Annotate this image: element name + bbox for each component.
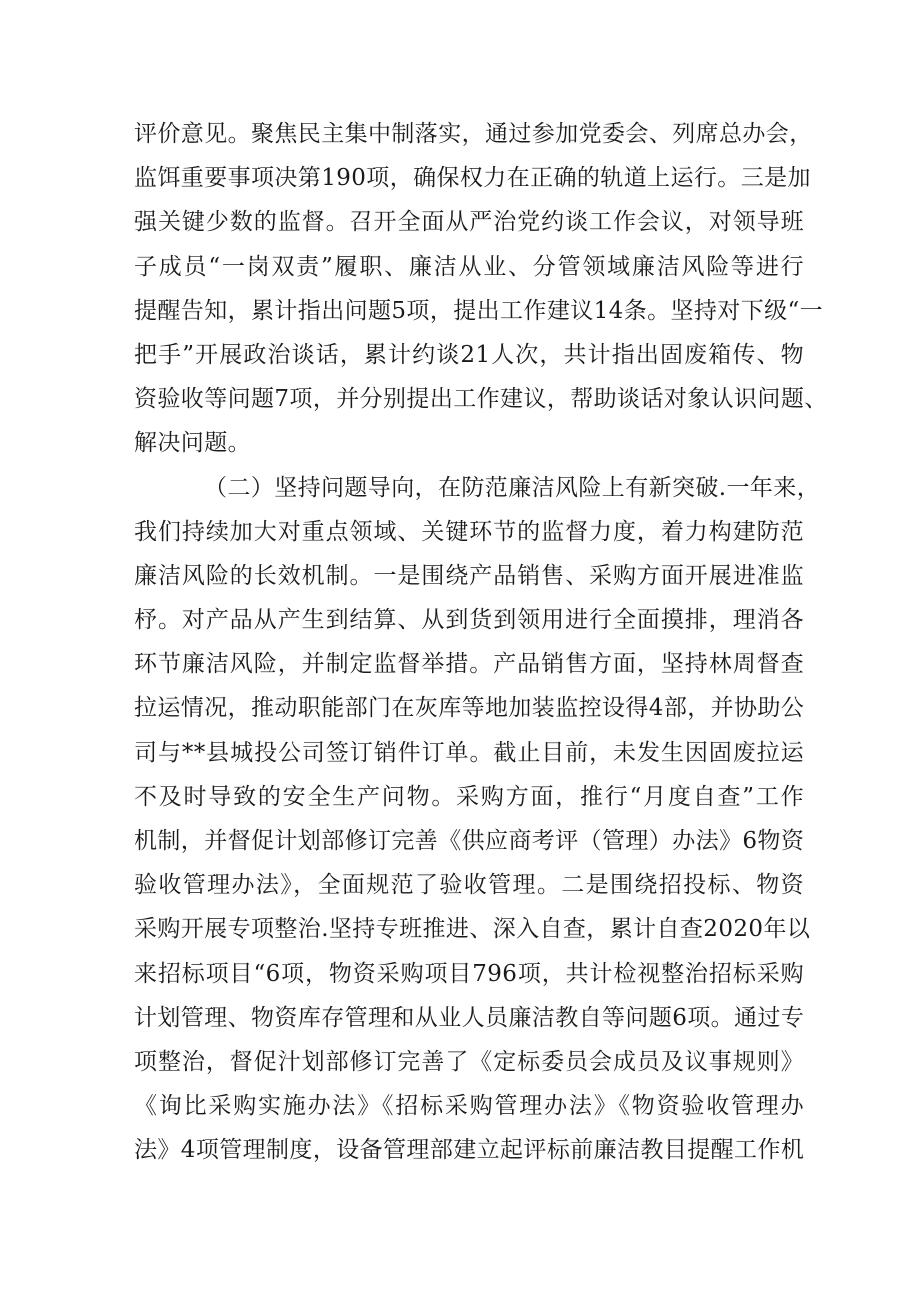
text-line: 机制，并督促计划部修订完善《供应商考评（管理）办法》6物资	[134, 828, 805, 854]
text-line: 评价意见。聚焦民主集中制落实，通过参加党委会、列席总办会，	[134, 121, 813, 147]
text-line: 廉洁风险的长效机制。一是围绕产品销售、采购方面开展进准监	[134, 562, 804, 589]
text-line: 解决问题。	[134, 430, 251, 457]
text-line: 来招标项目“6项，物资采购项目796项，共计检视整治招标采购	[134, 960, 804, 987]
text-line: 拉运情况，推动职能部门在灰库等地加装监控设得4部，并协助公	[134, 695, 805, 722]
text-line: 强关键少数的监督。召开全面从严治党约谈工作会议，对领导班	[134, 209, 804, 236]
text-line: 我们持续加大对重点领域、关键环节的监督力度，着力构建防范	[134, 518, 804, 545]
text-line: 司与**县城投公司签订销件订单。截止目前，未发生因固废拉运	[134, 739, 804, 766]
text-line: 不及时导致的安全生产问物。采购方面，推行“月度自查”工作	[134, 783, 804, 810]
text-line: 提醒告知，累计指出问题5项，提出工作建议14条。坚持对下级“一	[134, 297, 824, 324]
text-line: 验收管理办法》，全面规范了验收管理。二是围绕招投标、物资	[134, 872, 804, 899]
text-line: （二）坚持问题导向，在防范廉洁风险上有新突破.一年来，	[204, 474, 821, 501]
text-line: 采购开展专项整治.坚持专班推进、深入自查，累计自查2020年以	[134, 916, 811, 943]
text-line: 杼。对产品从产生到结算、从到货到领用进行全面摸排，理消各	[134, 607, 804, 634]
text-line: 资验收等问题7项，并分别提出工作建议，帮助谈话对象认识问题、	[134, 386, 828, 413]
text-line: 《询比采购实施办法》《招标采购管理办法》《物资验收管理办	[134, 1093, 804, 1120]
body-text	[134, 112, 828, 1173]
text-line: 法》4项管理制度，设备管理部建立起评标前廉洁教目提醒工作机	[134, 1137, 805, 1164]
text-line: 子成员“一岗双责”履职、廉洁从业、分管领域廉洁风险等进行	[134, 253, 804, 280]
text-line: 监饵重要事项决第190项，确保权力在正确的轨道上运行。三是加	[134, 165, 811, 192]
text-line: 计划管理、物资库存管理和从业人员廉洁教自等问题6项。通过专	[134, 1004, 805, 1031]
text-line: 项整治，督促汁划部修订完善了《定标委员会成员及议事规则》	[134, 1048, 804, 1075]
text-line: 把手”开展政治谈话，累计约谈21人次，共计指出固废箱传、物	[134, 341, 804, 368]
text-line: 环节廉洁风险，并制定监督举措。产品销售方面，坚持林周督查	[134, 651, 804, 678]
